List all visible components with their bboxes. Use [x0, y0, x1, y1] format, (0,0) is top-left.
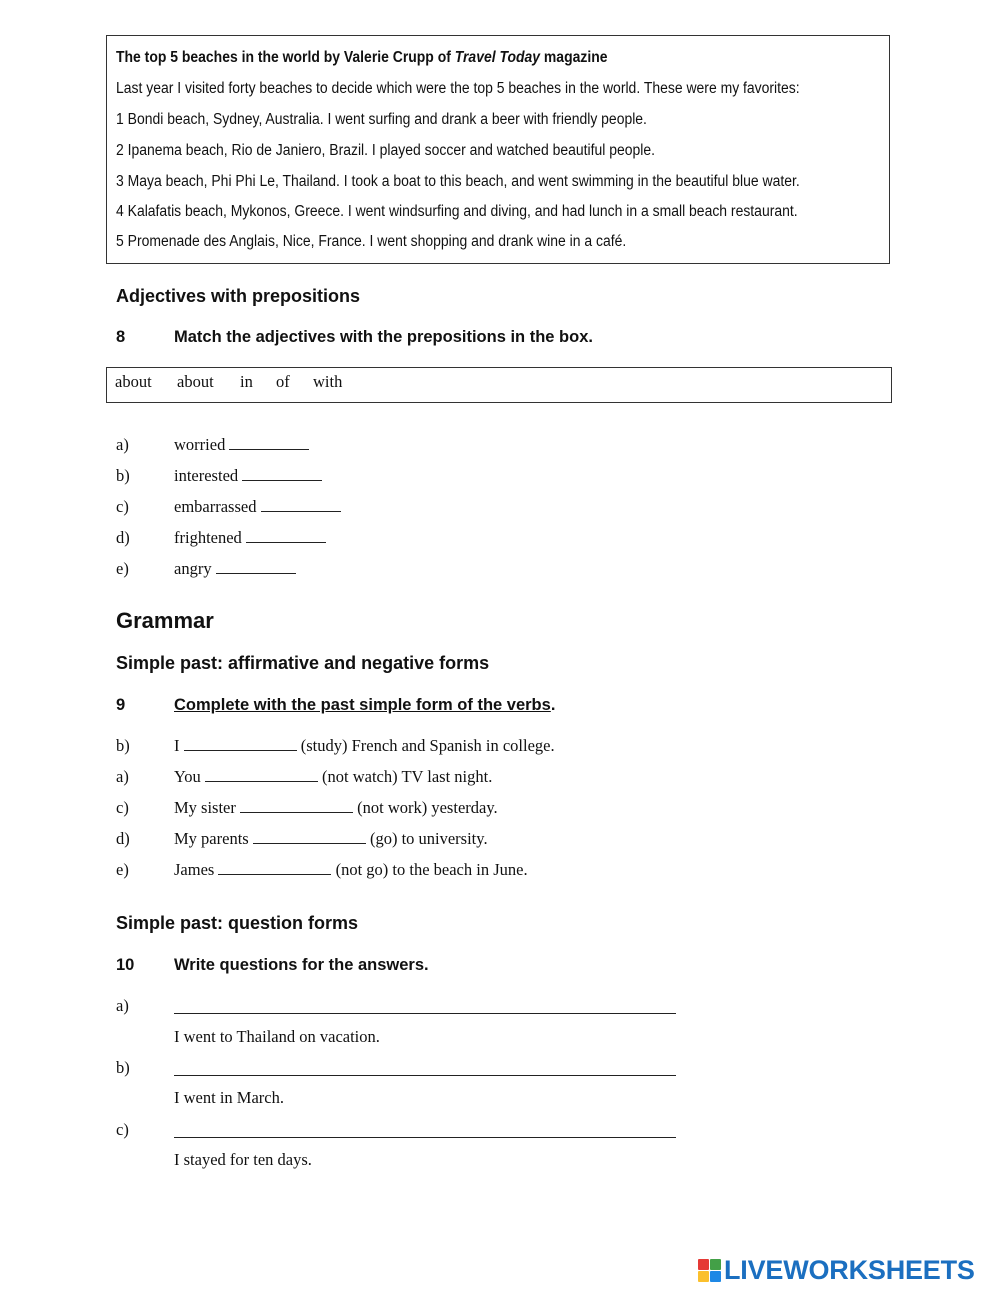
- simple-past-affirmative-heading: Simple past: affirmative and negative forms: [116, 653, 490, 673]
- exercise-8-instruction: Match the adjectives with the prepositions in the box.: [174, 328, 593, 346]
- item-letter: d): [116, 528, 130, 547]
- logo-text: LIVEWORKSHEETS: [724, 1254, 975, 1285]
- reading-line-1: 1 Bondi beach, Sydney, Australia. I went surfing and drank a beer with friendly people.: [116, 111, 647, 128]
- adjective-item: embarrassed: [174, 497, 341, 517]
- question-answer-line[interactable]: [174, 1137, 676, 1138]
- item-letter: c): [116, 1120, 129, 1139]
- word-box-word: with: [313, 372, 343, 391]
- item-letter: b): [116, 1058, 130, 1077]
- word-box-word: of: [276, 372, 290, 391]
- answer-blank[interactable]: [246, 528, 326, 543]
- word-box-word: in: [240, 372, 253, 391]
- answer-blank[interactable]: [242, 466, 322, 481]
- grammar-heading: Grammar: [116, 608, 214, 633]
- adjective-item: interested: [174, 466, 322, 486]
- liveworksheets-logo: [698, 1253, 975, 1287]
- preposition-word-box: [106, 367, 892, 403]
- answer-blank[interactable]: [229, 435, 309, 450]
- word-box-word: about: [115, 372, 152, 391]
- answer-blank[interactable]: [184, 736, 297, 751]
- verb-item: You (not watch) TV last night.: [174, 767, 493, 786]
- item-letter: e): [116, 559, 129, 578]
- exercise-9-number: 9: [116, 696, 126, 714]
- reading-line-4: 4 Kalafatis beach, Mykonos, Greece. I went windsurfing and diving, and had lunch in a small beach restaurant.: [116, 203, 798, 220]
- adjectives-heading: Adjectives with prepositions: [116, 286, 361, 306]
- adjective-item: frightened: [174, 528, 326, 548]
- answer-prompt: I went to Thailand on vacation.: [174, 1027, 380, 1046]
- item-letter: c): [116, 497, 129, 516]
- reading-line-3: 3 Maya beach, Phi Phi Le, Thailand. I took a boat to this beach, and went swimming in the beautiful blue water.: [116, 173, 800, 190]
- answer-blank[interactable]: [216, 559, 296, 574]
- question-answer-line[interactable]: [174, 1013, 676, 1014]
- reading-box: [106, 35, 890, 264]
- answer-blank[interactable]: [240, 798, 353, 813]
- item-letter: e): [116, 860, 129, 879]
- logo-block: [698, 1259, 709, 1270]
- exercise-10-number: 10: [116, 956, 135, 974]
- answer-prompt: I went in March.: [174, 1088, 284, 1107]
- item-letter: a): [116, 767, 129, 786]
- logo-block: [710, 1271, 721, 1282]
- answer-blank[interactable]: [261, 497, 341, 512]
- logo-block: [710, 1259, 721, 1270]
- question-forms-heading: Simple past: question forms: [116, 913, 359, 933]
- item-letter: a): [116, 435, 129, 454]
- verb-item: I (study) French and Spanish in college.: [174, 736, 555, 755]
- reading-intro: Last year I visited forty beaches to decide which were the top 5 beaches in the world. These were my favorites:: [116, 80, 800, 97]
- answer-blank[interactable]: [205, 767, 318, 782]
- verb-item: My sister (not work) yesterday.: [174, 798, 498, 817]
- item-letter: c): [116, 798, 129, 817]
- answer-blank[interactable]: [253, 829, 366, 844]
- reading-line-5: 5 Promenade des Anglais, Nice, France. I went shopping and drank wine in a café.: [116, 233, 627, 250]
- verb-item: James (not go) to the beach in June.: [174, 860, 528, 879]
- logo-block: [698, 1271, 709, 1282]
- exercise-8-number: 8: [116, 328, 126, 346]
- adjective-item: angry: [174, 559, 296, 579]
- logo-blocks-icon: [698, 1259, 721, 1282]
- item-letter: b): [116, 736, 130, 755]
- item-letter: b): [116, 466, 130, 485]
- verb-item: My parents (go) to university.: [174, 829, 488, 848]
- word-box-word: about: [177, 372, 214, 391]
- exercise-9-instruction: Complete with the past simple form of the verbs.: [174, 696, 556, 714]
- answer-prompt: I stayed for ten days.: [174, 1150, 312, 1169]
- answer-blank[interactable]: [218, 860, 331, 875]
- adjective-item: worried: [174, 435, 309, 455]
- question-answer-line[interactable]: [174, 1075, 676, 1076]
- reading-title: The top 5 beaches in the world by Valerie Crupp of Travel Today magazine: [116, 49, 608, 66]
- exercise-10-instruction: Write questions for the answers.: [174, 956, 429, 974]
- item-letter: a): [116, 996, 129, 1015]
- item-letter: d): [116, 829, 130, 848]
- reading-line-2: 2 Ipanema beach, Rio de Janiero, Brazil. I played soccer and watched beautiful people.: [116, 142, 655, 159]
